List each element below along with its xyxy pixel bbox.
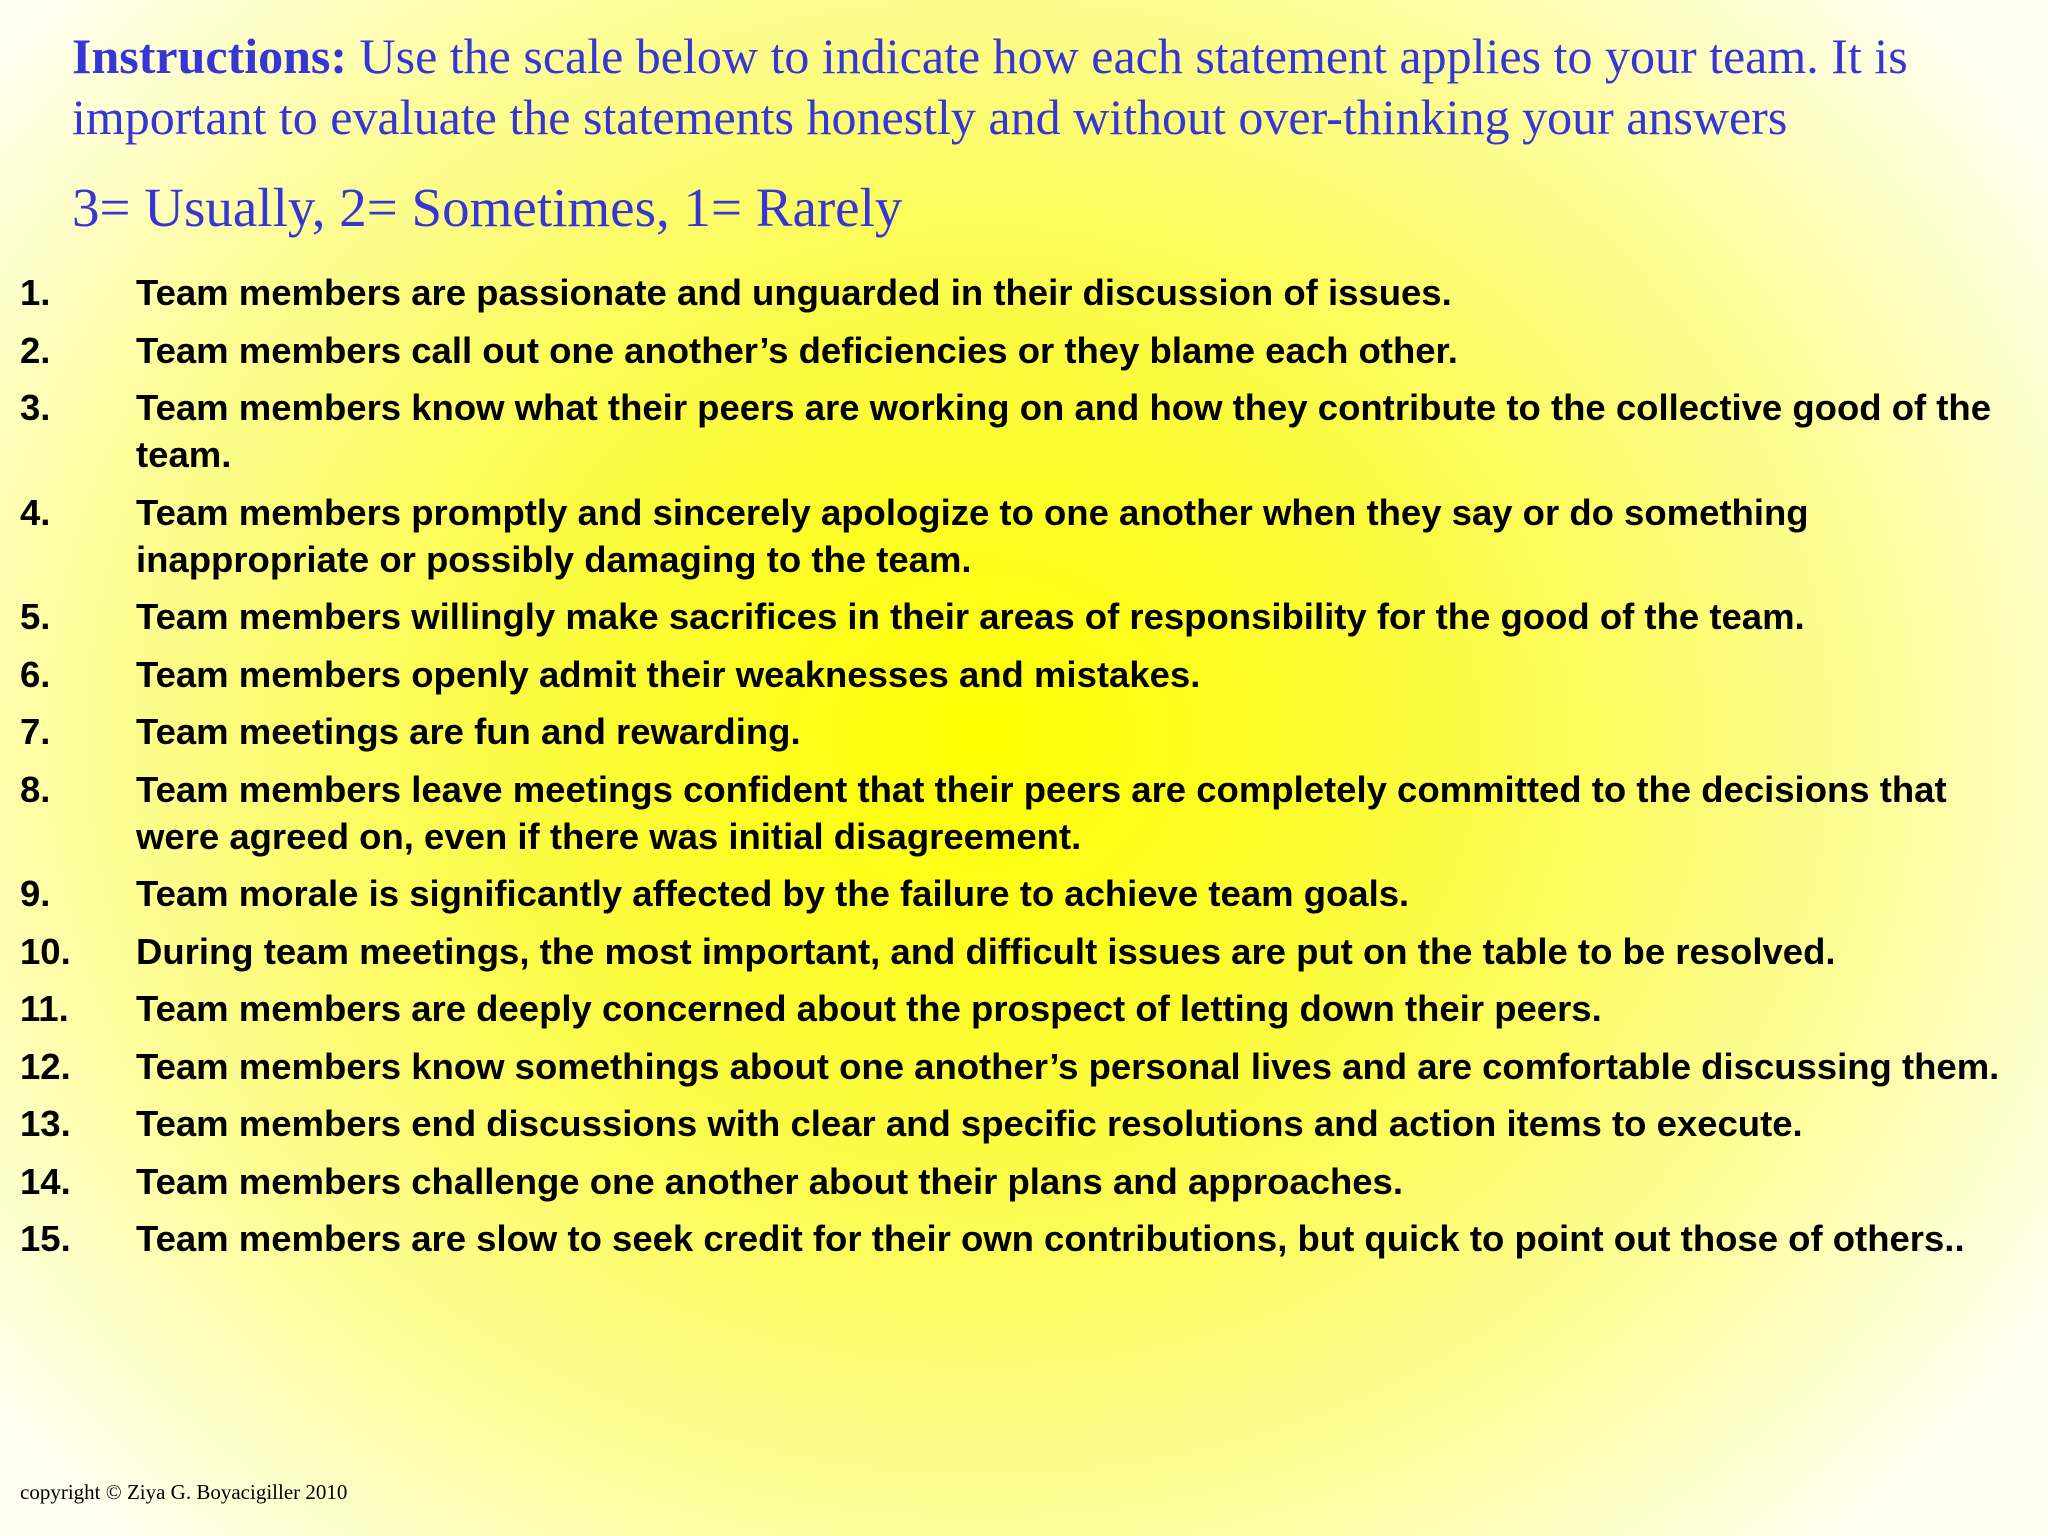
statement-number: 5. <box>20 596 51 637</box>
statement-item <box>20 708 2030 755</box>
statement-number: 6. <box>20 653 51 695</box>
statement-number: 11. <box>20 988 69 1029</box>
instructions-label: Instructions: <box>72 28 348 84</box>
statement-text: Team members willingly make sacrifices in their areas of responsibility for the good of the team. <box>136 596 1805 637</box>
statement-list <box>20 269 2030 1273</box>
statement-item <box>20 593 2030 640</box>
statement-number: 15. <box>20 1218 71 1259</box>
statement-number: 13. <box>20 1103 71 1144</box>
statement-number: 2. <box>20 329 51 371</box>
rating-scale: 3= Usually, 2= Sometimes, 1= Rarely <box>72 177 903 238</box>
statement-number: 10. <box>20 930 71 972</box>
statement-item <box>20 384 2030 478</box>
statement-item <box>20 1215 2030 1262</box>
statement-number: 12. <box>20 1045 71 1087</box>
statement-text: Team members know what their peers are working on and how they contribute to the collective good of the team. <box>136 387 1992 475</box>
statement-item <box>20 1043 2030 1090</box>
statement-text: Team members are slow to seek credit for their own contributions, but quick to point out those of others.. <box>136 1218 1965 1259</box>
statement-text: Team members are deeply concerned about the prospect of letting down their peers. <box>136 988 1602 1029</box>
statement-text: Team members end discussions with clear and specific resolutions and action items to execute. <box>136 1103 1803 1144</box>
statement-item <box>20 870 2030 917</box>
statement-number: 14. <box>20 1160 71 1202</box>
statement-number: 4. <box>20 491 51 533</box>
statement-text: Team members are passionate and unguarded in their discussion of issues. <box>136 272 1452 313</box>
statement-item <box>20 1158 2030 1205</box>
statement-number: 1. <box>20 272 51 313</box>
statement-number: 8. <box>20 768 51 810</box>
statement-text: Team members call out one another’s deficiencies or they blame each other. <box>136 329 1458 371</box>
statement-number: 7. <box>20 711 51 752</box>
statement-item <box>20 928 2030 975</box>
statement-item <box>20 327 2030 374</box>
statement-text: Team morale is significantly affected by the failure to achieve team goals. <box>136 873 1410 914</box>
statement-item <box>20 985 2030 1032</box>
statement-text: Team members leave meetings confident that their peers are completely committed to the decisions that were agreed on, even if there was initial disagreement. <box>136 768 1947 857</box>
statement-item <box>20 489 2030 583</box>
statement-text: During team meetings, the most important, and difficult issues are put on the table to be resolved. <box>136 930 1836 972</box>
statement-item <box>20 1100 2030 1147</box>
instructions-text: Use the scale below to indicate how each statement applies to your team. It is important to evaluate the statements honestly and without over-thinking your answers <box>72 28 1908 145</box>
statement-text: Team members know somethings about one another’s personal lives and are comfortable discussing them. <box>136 1045 2000 1087</box>
statement-text: Team members promptly and sincerely apologize to one another when they say or do something inappropriate or possibly damaging to the team. <box>136 491 1809 580</box>
statement-text: Team members openly admit their weaknesses and mistakes. <box>136 653 1201 695</box>
statement-item <box>20 766 2030 860</box>
instructions-paragraph <box>72 26 1992 148</box>
statement-text: Team members challenge one another about their plans and approaches. <box>136 1160 1404 1202</box>
statement-item <box>20 651 2030 698</box>
statement-item <box>20 269 2030 316</box>
statement-number: 3. <box>20 387 51 428</box>
copyright-footer: copyright © Ziya G. Boyacigiller 2010 <box>20 1480 348 1504</box>
statement-number: 9. <box>20 873 51 914</box>
statement-text: Team meetings are fun and rewarding. <box>136 711 801 752</box>
